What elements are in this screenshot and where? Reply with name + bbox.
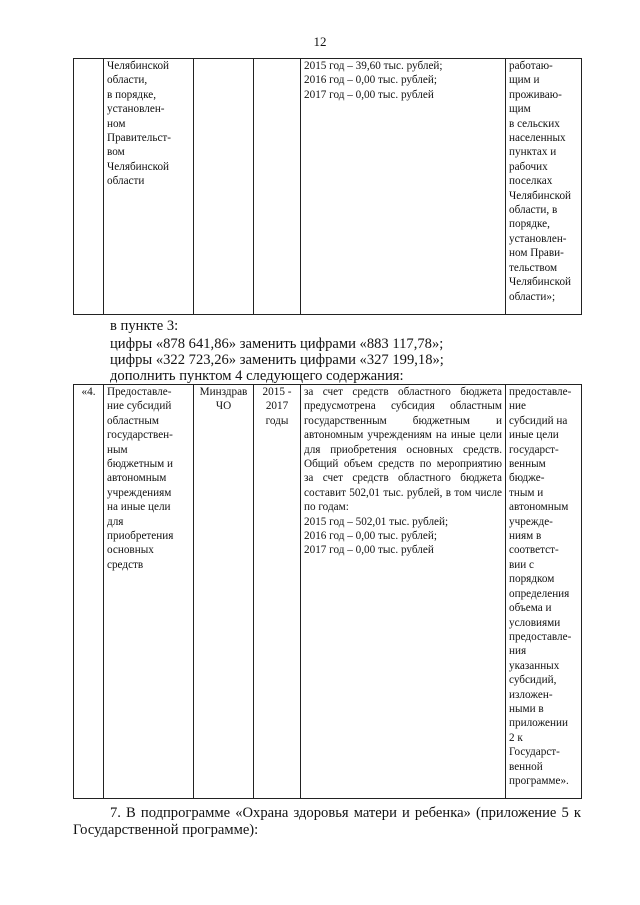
instruction-line-2: цифры «878 641,86» заменить цифрами «883 117,78»; xyxy=(110,336,444,352)
table-top xyxy=(73,58,582,315)
cell-funding xyxy=(301,385,506,799)
instruction-line-4: дополнить пунктом 4 следующего содержания: xyxy=(110,368,404,384)
cell-term: 2015 - 2017 годы xyxy=(254,385,301,799)
cell-event-name: Предоставле- ние субсидий областным государствен- ным бюджетным и автономным учреждениям на иные цели для приобретения основных средств xyxy=(104,385,194,799)
cell-result: работаю- щим и проживаю- щим в сельских населенных пунктах и рабочих поселках Челябинской области, в порядке, установлен- ном Прави- тельством Челябинской области»; xyxy=(506,59,582,315)
cell-term xyxy=(254,59,301,315)
instruction-line-3: цифры «322 723,26» заменить цифрами «327 199,18»; xyxy=(110,352,444,368)
cell-result: предоставле- ние субсидий на иные цели государст- венным бюдже- тным и автономным учрежде- ниям в соответст- вии с порядком определения объема и условиями предоставле- ния указанных субсидий, изложен- ными в приложении 2 к Государст- венной программе». xyxy=(506,385,582,799)
funding-text: за счет средств областного бюджета предусмотрена субсидия областным государственным бюджетным и автономным учреждениям на иные цели для приобретения основных средств. Общий объем средств по мероприятию за счет средств областного бюджета составит 502,01 тыс. рублей, в том числе по годам: xyxy=(304,386,502,514)
cell-event-name: Челябинской области, в порядке, установлен- ном Правительст- вом Челябинской области xyxy=(104,59,194,315)
cell-executor: Минздрав ЧО xyxy=(194,385,254,799)
table-item-4 xyxy=(73,384,582,799)
closing-paragraph: 7. В подпрограмме «Охрана здоровья матери и ребенка» (приложение 5 к Государственной программе): xyxy=(73,805,581,838)
page-number: 12 xyxy=(313,34,327,49)
cell-funding: 2015 год – 39,60 тыс. рублей; 2016 год – 0,00 тыс. рублей; 2017 год – 0,00 тыс. рублей xyxy=(301,59,506,315)
cell-item-number: «4. xyxy=(74,385,104,799)
instruction-line-1: в пункте 3: xyxy=(110,318,179,334)
funding-years: 2015 год – 502,01 тыс. рублей; 2016 год – 0,00 тыс. рублей; 2017 год – 0,00 тыс. рублей xyxy=(304,515,449,557)
cell-executor xyxy=(194,59,254,315)
cell-num xyxy=(74,59,104,315)
